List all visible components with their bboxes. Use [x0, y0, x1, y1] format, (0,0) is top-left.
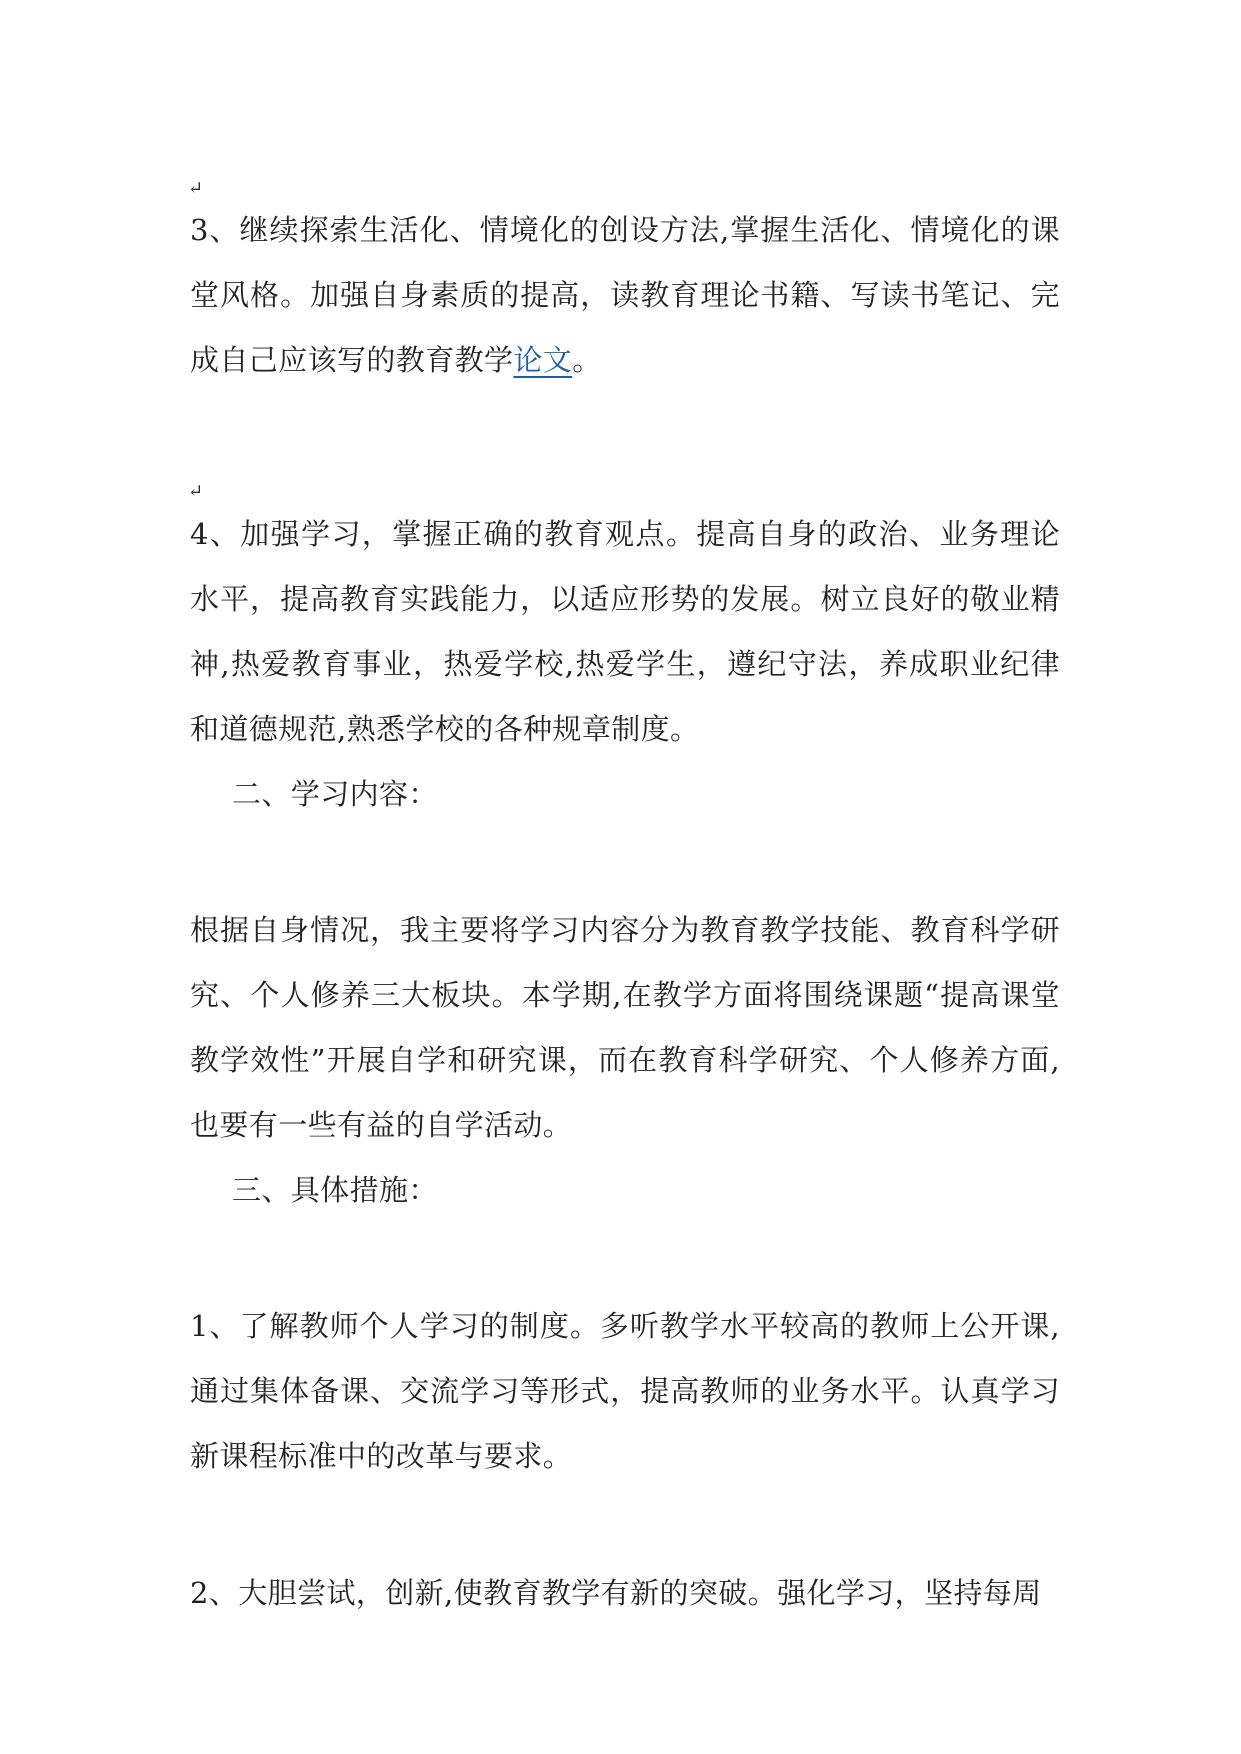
section-heading-measures: 三、具体措施：	[232, 1173, 438, 1207]
paragraph-3-end: 。	[572, 343, 602, 377]
paragraph-4: 4、加强学习，掌握正确的教育观点。提高自身的政治、业务理论水平，提高教育实践能力，以适应形势的发展。树立良好的敬业精神,热爱教育事业，热爱学校,热爱学生，遵纪守法，养成职业纪律和道德规范,熟悉学校的各种规章制度。	[190, 517, 1060, 746]
paragraph-measure-2: 2、大胆尝试，创新,使教育教学有新的突破。强化学习，坚持每周	[190, 1576, 1042, 1610]
paragraph-3-text: 3、继续探索生活化、情境化的创设方法,掌握生活化、情境化的课堂风格。加强自身素质的提高，读教育理论书籍、写读书笔记、完成自己应该写的教育教学	[190, 213, 1060, 377]
section-heading-study-content: 二、学习内容：	[232, 777, 438, 811]
paper-link[interactable]: 论文	[513, 343, 573, 377]
paragraph-mark-icon: ↵	[188, 178, 204, 199]
paragraph-mark-icon: ↵	[188, 481, 204, 502]
paragraph-3	[190, 198, 1060, 393]
paragraph-study-content: 根据自身情况，我主要将学习内容分为教育教学技能、教育科学研究、个人修养三大板块。本学期,在教学方面将围绕课题“提高课堂教学效性”开展自学和研究课，而在教育科学研究、个人修养方面,也要有一些有益的自学活动。	[190, 913, 1060, 1142]
paragraph-measure-1: 1、了解教师个人学习的制度。多听教学水平较高的教师上公开课,通过集体备课、交流学习等形式，提高教师的业务水平。认真学习新课程标准中的改革与要求。	[190, 1309, 1060, 1473]
